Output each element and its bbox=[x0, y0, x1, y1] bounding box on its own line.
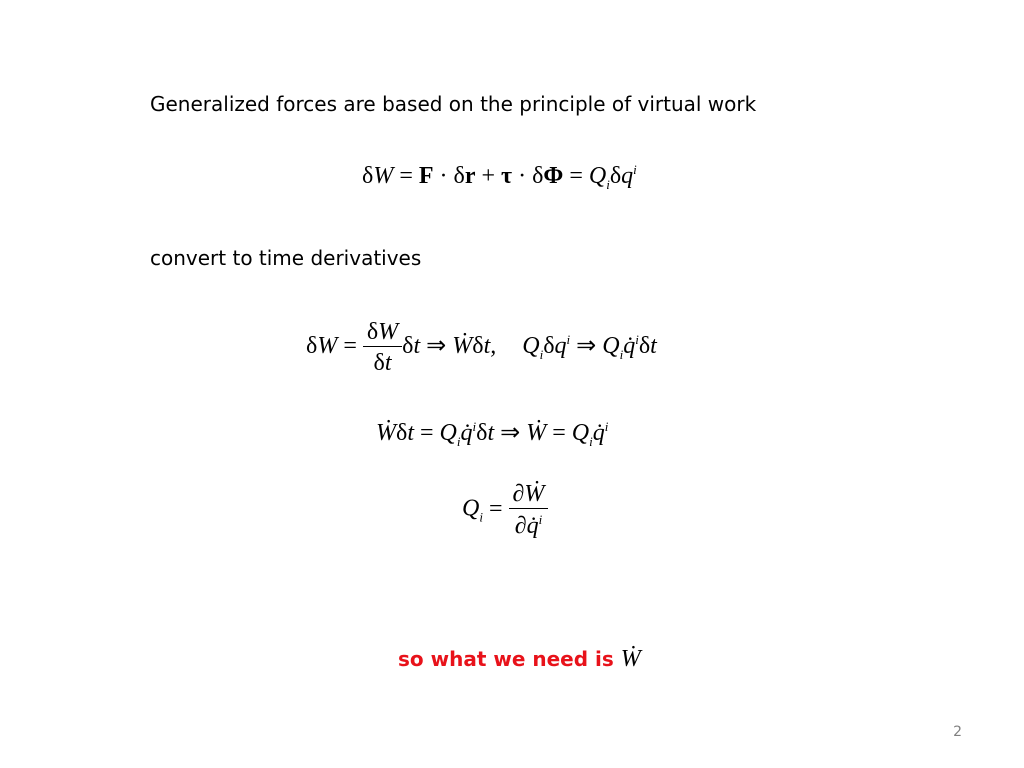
intro-text: Generalized forces are based on the principle of virtual work bbox=[150, 92, 757, 116]
generalized-force-equation: $Q_i$ = $\frac{\text{∂Ẇ}}{\partial q̇^i}$ bbox=[462, 482, 548, 538]
conclusion bbox=[398, 646, 641, 673]
conclusion-text: so what we need is bbox=[398, 647, 614, 671]
virtual-work-equation: $\delta W = F \cdot \delta r + \tau \cdot \delta\Phi = Q_i\delta q^i$ bbox=[362, 162, 637, 192]
convert-text: convert to time derivatives bbox=[150, 246, 422, 270]
time-derivative-equation-1: δW = $\frac{\delta W}{\delta t}$ δt ⇒ Ẇδt, $Q_i\delta q^i$ ⇒ $Q_iq̇^i\delta t$ bbox=[306, 319, 657, 376]
time-derivative-equation-2: Ẇδt = $Q_iq̇^i\delta t$ ⇒ Ẇ = $Q_iq̇^i$ bbox=[376, 419, 609, 449]
fraction-dW-dt: $\frac{\delta W}{\delta t}$ bbox=[363, 320, 402, 375]
conclusion-symbol: Ẇ bbox=[620, 646, 641, 672]
fraction-partial-W-q: $\frac{\text{∂Ẇ}}{\partial q̇^i}$ bbox=[509, 482, 549, 538]
page-number: 2 bbox=[953, 724, 962, 740]
